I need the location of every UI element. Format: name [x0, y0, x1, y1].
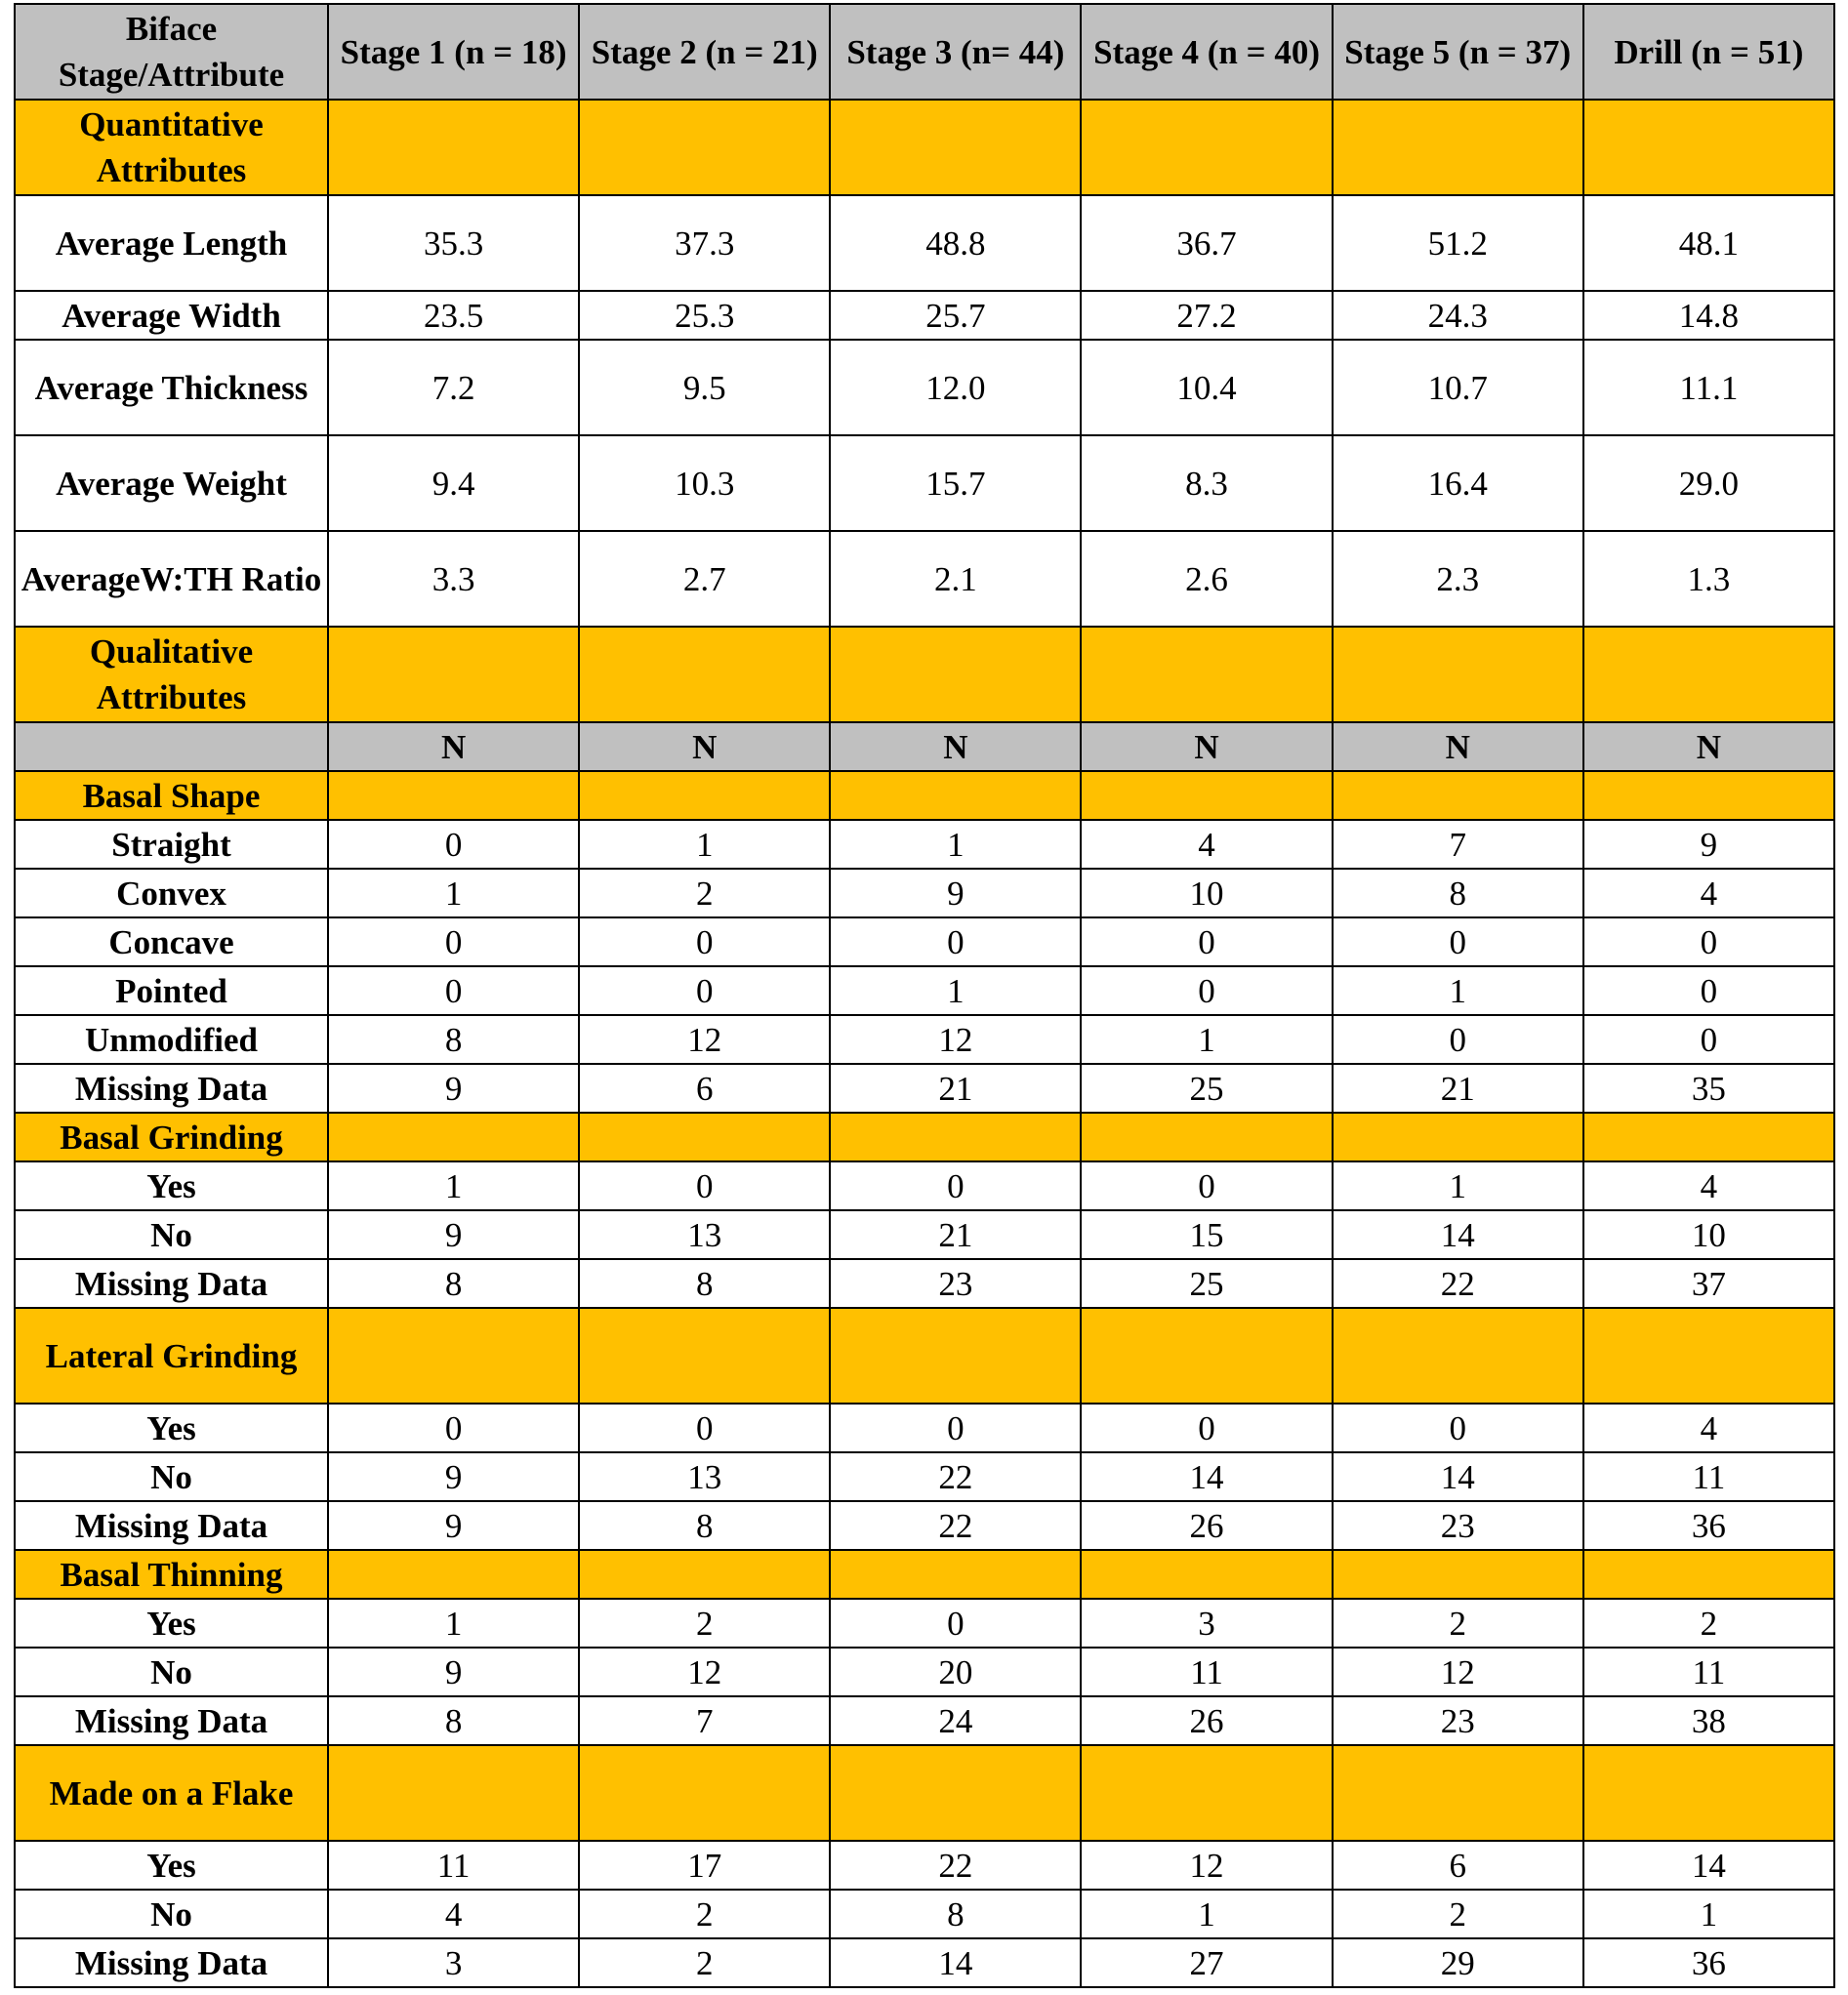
table-cell: 36	[1583, 1938, 1834, 1987]
table-cell: 11	[1583, 1452, 1834, 1501]
table-cell: 14.8	[1583, 291, 1834, 340]
table-cell: 8	[328, 1015, 579, 1064]
table-row	[15, 1404, 1834, 1452]
table-cell: 0	[579, 1404, 830, 1452]
table-cell: 13	[579, 1210, 830, 1259]
table-cell	[328, 1113, 579, 1161]
column-header-stage-1: Stage 1 (n = 18)	[328, 4, 579, 100]
table-row	[15, 291, 1834, 340]
table-cell: 26	[1081, 1696, 1332, 1745]
table-cell: 2	[1333, 1599, 1583, 1648]
table-row	[15, 1015, 1834, 1064]
table-cell: 4	[328, 1890, 579, 1938]
table-cell: 25.7	[830, 291, 1081, 340]
table-cell: 0	[1333, 1015, 1583, 1064]
row-label: Yes	[15, 1404, 328, 1452]
table-cell: 14	[1333, 1210, 1583, 1259]
table-cell: 9	[328, 1648, 579, 1696]
row-label: Average Weight	[15, 435, 328, 531]
table-cell: 1	[328, 869, 579, 917]
table-cell: 9.4	[328, 435, 579, 531]
table-cell: 3.3	[328, 531, 579, 627]
table-cell: 0	[1583, 917, 1834, 966]
table-cell: 8	[830, 1890, 1081, 1938]
table-cell: 0	[830, 917, 1081, 966]
table-cell: 12	[1081, 1841, 1332, 1890]
biface-attributes-table	[14, 3, 1835, 1988]
table-cell: 0	[328, 820, 579, 869]
table-row	[15, 195, 1834, 291]
table-cell: N	[830, 722, 1081, 771]
table-cell: 1	[579, 820, 830, 869]
table-cell	[328, 1550, 579, 1599]
table-row	[15, 966, 1834, 1015]
table-cell	[1333, 627, 1583, 722]
column-header-stage-3: Stage 3 (n= 44)	[830, 4, 1081, 100]
table-cell: 14	[1333, 1452, 1583, 1501]
table-cell	[830, 627, 1081, 722]
table-cell: 0	[1333, 917, 1583, 966]
row-label: Unmodified	[15, 1015, 328, 1064]
table-cell: 27	[1081, 1938, 1332, 1987]
table-cell	[579, 100, 830, 195]
table-cell: 23	[830, 1259, 1081, 1308]
table-cell	[1333, 1550, 1583, 1599]
table-cell: 48.1	[1583, 195, 1834, 291]
table-cell: 11	[1081, 1648, 1332, 1696]
table-row	[15, 1259, 1834, 1308]
table-cell	[579, 1113, 830, 1161]
table-cell: 36.7	[1081, 195, 1332, 291]
table-cell: 3	[328, 1938, 579, 1987]
table-cell: 8	[579, 1259, 830, 1308]
table-row	[15, 1210, 1834, 1259]
row-label: No	[15, 1452, 328, 1501]
table-cell: 11	[1583, 1648, 1834, 1696]
section-row	[15, 1550, 1834, 1599]
table-cell: 21	[1333, 1064, 1583, 1113]
table-cell	[1333, 1113, 1583, 1161]
table-row	[15, 435, 1834, 531]
table-cell: 0	[1081, 1161, 1332, 1210]
column-header-stage-2: Stage 2 (n = 21)	[579, 4, 830, 100]
table-cell: 7	[1333, 820, 1583, 869]
table-cell: 10	[1583, 1210, 1834, 1259]
table-cell: 4	[1081, 820, 1332, 869]
table-cell	[1333, 771, 1583, 820]
table-cell: 29	[1333, 1938, 1583, 1987]
table-cell: 1	[1583, 1890, 1834, 1938]
table-cell	[830, 1550, 1081, 1599]
table-row	[15, 531, 1834, 627]
table-row	[15, 1452, 1834, 1501]
table-cell: 36	[1583, 1501, 1834, 1550]
table-cell	[1333, 1745, 1583, 1841]
table-cell: 51.2	[1333, 195, 1583, 291]
table-cell: 2	[579, 869, 830, 917]
table-cell: 2	[1583, 1599, 1834, 1648]
table-cell	[1081, 1550, 1332, 1599]
table-cell	[328, 1745, 579, 1841]
table-cell: 35.3	[328, 195, 579, 291]
table-cell: 0	[1081, 1404, 1332, 1452]
table-cell	[579, 1745, 830, 1841]
table-cell	[1583, 1550, 1834, 1599]
row-label: Straight	[15, 820, 328, 869]
table-cell	[579, 627, 830, 722]
row-label: Quantitative Attributes	[15, 100, 328, 195]
row-label: Yes	[15, 1599, 328, 1648]
table-row	[15, 820, 1834, 869]
table-cell: 0	[328, 917, 579, 966]
table-cell: 17	[579, 1841, 830, 1890]
row-label: AverageW:TH Ratio	[15, 531, 328, 627]
table-cell	[830, 1745, 1081, 1841]
row-label: Average Width	[15, 291, 328, 340]
table-cell: 10.4	[1081, 340, 1332, 435]
table-cell: 11	[328, 1841, 579, 1890]
table-cell: 0	[328, 1404, 579, 1452]
table-cell: 1	[328, 1599, 579, 1648]
table-cell: 6	[1333, 1841, 1583, 1890]
row-label: Pointed	[15, 966, 328, 1015]
table-cell: 12	[579, 1015, 830, 1064]
table-cell: N	[1081, 722, 1332, 771]
table-cell	[1081, 627, 1332, 722]
table-row	[15, 1064, 1834, 1113]
table-cell: 48.8	[830, 195, 1081, 291]
table-row	[15, 869, 1834, 917]
row-label: Missing Data	[15, 1696, 328, 1745]
table-cell	[1583, 1308, 1834, 1404]
table-cell: 15.7	[830, 435, 1081, 531]
table-cell: 6	[579, 1064, 830, 1113]
row-label: Missing Data	[15, 1259, 328, 1308]
table-cell: 2	[579, 1890, 830, 1938]
row-label: Concave	[15, 917, 328, 966]
table-cell: 0	[1081, 917, 1332, 966]
table-cell	[579, 1550, 830, 1599]
table-cell	[1333, 100, 1583, 195]
table-row	[15, 1161, 1834, 1210]
table-cell	[579, 771, 830, 820]
table-cell	[328, 100, 579, 195]
table-cell: 9	[830, 869, 1081, 917]
table-header-row	[15, 4, 1834, 100]
table-cell: 27.2	[1081, 291, 1332, 340]
row-label: Qualitative Attributes	[15, 627, 328, 722]
table-cell: 14	[1583, 1841, 1834, 1890]
table-cell: 0	[830, 1161, 1081, 1210]
table-row	[15, 1599, 1834, 1648]
table-cell: 11.1	[1583, 340, 1834, 435]
table-cell: 21	[830, 1210, 1081, 1259]
row-label: No	[15, 1890, 328, 1938]
table-cell: 12	[1333, 1648, 1583, 1696]
table-row	[15, 1696, 1834, 1745]
table-cell: 2.1	[830, 531, 1081, 627]
table-cell	[328, 1308, 579, 1404]
table-cell: 23.5	[328, 291, 579, 340]
section-row	[15, 1745, 1834, 1841]
table-cell: 1	[328, 1161, 579, 1210]
table-cell: 2.6	[1081, 531, 1332, 627]
table-row	[15, 1501, 1834, 1550]
table-cell: 9	[328, 1452, 579, 1501]
row-label: Missing Data	[15, 1501, 328, 1550]
table-cell: 10	[1081, 869, 1332, 917]
table-cell: 8	[1333, 869, 1583, 917]
table-cell: 22	[1333, 1259, 1583, 1308]
count-header-row	[15, 722, 1834, 771]
table-cell	[1081, 1745, 1332, 1841]
table-cell: 15	[1081, 1210, 1332, 1259]
table-cell: 8	[328, 1696, 579, 1745]
row-label: Basal Thinning	[15, 1550, 328, 1599]
table-cell: N	[579, 722, 830, 771]
table-cell: 24	[830, 1696, 1081, 1745]
table-cell: 1	[1081, 1890, 1332, 1938]
table-row	[15, 1648, 1834, 1696]
table-cell	[1583, 100, 1834, 195]
row-label: Convex	[15, 869, 328, 917]
table-row	[15, 1841, 1834, 1890]
table-cell: 13	[579, 1452, 830, 1501]
table-cell: 8	[328, 1259, 579, 1308]
table-cell: 14	[830, 1938, 1081, 1987]
table-cell: 4	[1583, 869, 1834, 917]
table-cell: 3	[1081, 1599, 1332, 1648]
table-cell: 10.7	[1333, 340, 1583, 435]
table-cell: 4	[1583, 1404, 1834, 1452]
table-cell: 0	[1081, 966, 1332, 1015]
table-cell: 0	[830, 1599, 1081, 1648]
table-cell: 1.3	[1583, 531, 1834, 627]
table-cell: 8.3	[1081, 435, 1332, 531]
table-cell	[1081, 100, 1332, 195]
table-cell	[328, 627, 579, 722]
table-cell: N	[328, 722, 579, 771]
table-cell: 12	[830, 1015, 1081, 1064]
table-cell: 21	[830, 1064, 1081, 1113]
column-header-attribute: Biface Stage/Attribute	[15, 4, 328, 100]
row-label: Yes	[15, 1841, 328, 1890]
table-row	[15, 340, 1834, 435]
row-label: No	[15, 1210, 328, 1259]
table-cell: 12.0	[830, 340, 1081, 435]
row-label: Missing Data	[15, 1938, 328, 1987]
table-cell: 2.7	[579, 531, 830, 627]
row-label: No	[15, 1648, 328, 1696]
table-cell	[830, 100, 1081, 195]
table-cell	[1583, 627, 1834, 722]
section-row	[15, 100, 1834, 195]
row-label: Lateral Grinding	[15, 1308, 328, 1404]
table-cell: 7.2	[328, 340, 579, 435]
section-row	[15, 1113, 1834, 1161]
table-cell	[830, 771, 1081, 820]
table-cell	[1583, 771, 1834, 820]
column-header-stage-5: Stage 5 (n = 37)	[1333, 4, 1583, 100]
table-cell: N	[1333, 722, 1583, 771]
table-cell: 23	[1333, 1696, 1583, 1745]
table-cell	[830, 1113, 1081, 1161]
table-cell: 2	[1333, 1890, 1583, 1938]
table-cell	[1081, 1113, 1332, 1161]
table-cell	[1583, 1745, 1834, 1841]
row-label: Average Length	[15, 195, 328, 291]
table-cell: 22	[830, 1501, 1081, 1550]
table-row	[15, 1890, 1834, 1938]
table-cell: 10.3	[579, 435, 830, 531]
table-cell: 0	[1583, 966, 1834, 1015]
table-cell: 20	[830, 1648, 1081, 1696]
table-body	[15, 100, 1834, 1987]
table-cell: 29.0	[1583, 435, 1834, 531]
table-cell: 24.3	[1333, 291, 1583, 340]
table-cell: 22	[830, 1841, 1081, 1890]
table-cell: N	[1583, 722, 1834, 771]
table-cell: 1	[830, 966, 1081, 1015]
table-cell: 0	[1583, 1015, 1834, 1064]
section-row	[15, 627, 1834, 722]
table-cell: 1	[1333, 966, 1583, 1015]
table-cell: 0	[1333, 1404, 1583, 1452]
table-cell: 0	[579, 966, 830, 1015]
table-cell: 37	[1583, 1259, 1834, 1308]
table-row	[15, 917, 1834, 966]
table-cell: 9	[328, 1064, 579, 1113]
row-label	[15, 722, 328, 771]
table-cell	[328, 771, 579, 820]
table-cell: 0	[579, 917, 830, 966]
table-cell: 35	[1583, 1064, 1834, 1113]
table-cell	[1081, 1308, 1332, 1404]
row-label: Average Thickness	[15, 340, 328, 435]
table-cell: 1	[1081, 1015, 1332, 1064]
row-label: Made on a Flake	[15, 1745, 328, 1841]
table-cell: 9	[328, 1501, 579, 1550]
table-cell	[1333, 1308, 1583, 1404]
table-cell: 2	[579, 1938, 830, 1987]
row-label: Missing Data	[15, 1064, 328, 1113]
table-cell: 37.3	[579, 195, 830, 291]
row-label: Basal Grinding	[15, 1113, 328, 1161]
table-cell: 9.5	[579, 340, 830, 435]
column-header-drill: Drill (n = 51)	[1583, 4, 1834, 100]
table-cell: 7	[579, 1696, 830, 1745]
table-cell	[579, 1308, 830, 1404]
table-cell: 14	[1081, 1452, 1332, 1501]
table-cell: 1	[1333, 1161, 1583, 1210]
table-cell: 25	[1081, 1064, 1332, 1113]
table-cell: 16.4	[1333, 435, 1583, 531]
section-row	[15, 771, 1834, 820]
table-cell: 2.3	[1333, 531, 1583, 627]
table-cell: 9	[1583, 820, 1834, 869]
column-header-stage-4: Stage 4 (n = 40)	[1081, 4, 1332, 100]
table-cell: 1	[830, 820, 1081, 869]
table-cell: 2	[579, 1599, 830, 1648]
table-cell: 0	[830, 1404, 1081, 1452]
table-cell: 25	[1081, 1259, 1332, 1308]
table-cell: 12	[579, 1648, 830, 1696]
table-cell: 4	[1583, 1161, 1834, 1210]
table-cell: 8	[579, 1501, 830, 1550]
row-label: Basal Shape	[15, 771, 328, 820]
table-cell	[830, 1308, 1081, 1404]
table-cell: 0	[579, 1161, 830, 1210]
section-row	[15, 1308, 1834, 1404]
table-cell: 0	[328, 966, 579, 1015]
table-cell: 25.3	[579, 291, 830, 340]
table-cell: 23	[1333, 1501, 1583, 1550]
table-cell	[1081, 771, 1332, 820]
table-cell	[1583, 1113, 1834, 1161]
table-cell: 38	[1583, 1696, 1834, 1745]
row-label: Yes	[15, 1161, 328, 1210]
table-row	[15, 1938, 1834, 1987]
table-cell: 26	[1081, 1501, 1332, 1550]
table-cell: 22	[830, 1452, 1081, 1501]
table-cell: 9	[328, 1210, 579, 1259]
